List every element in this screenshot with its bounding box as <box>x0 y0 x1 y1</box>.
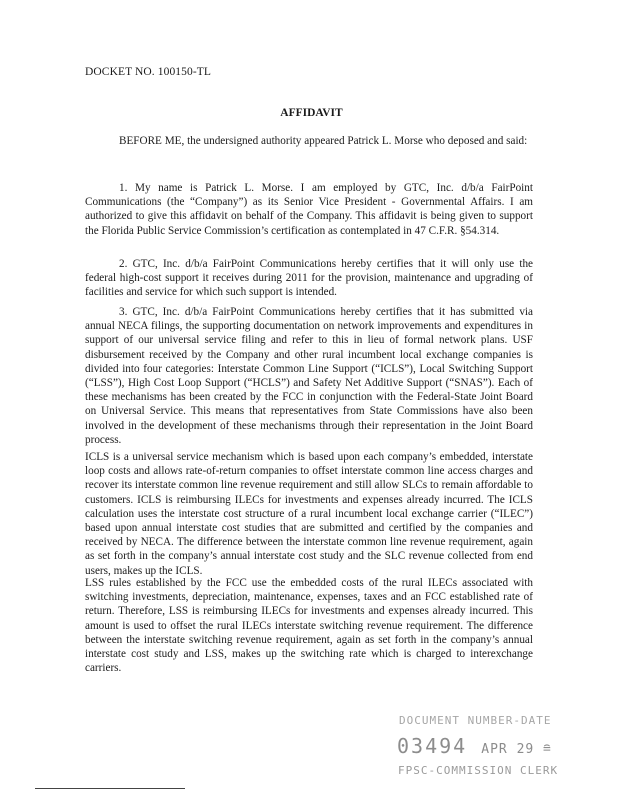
intro-paragraph: BEFORE ME, the undersigned authority appeared Patrick L. Morse who deposed and said: <box>119 135 528 147</box>
stamp-document-number-label: DOCUMENT NUMBER-DATE <box>399 714 552 727</box>
paragraph-lss: LSS rules established by the FCC use the embedded costs of the rural ILECs associated with switching investments, depreciation, maintenance, expenses, taxes and an FCC established rate of return. Therefore, LSS is reimbursing ILECs for investments and expenses already incurred. This amount is used to offset the rural ILECs interstate switching revenue requirement. The difference between the interstate switching revenue requirement, again as set forth in the company’s annual interstate cost study and LSS, makes up the switching rate which is charged to interexchange carriers. <box>85 577 533 675</box>
document-title: AFFIDAVIT <box>280 107 343 119</box>
footer-rule <box>35 788 185 789</box>
stamp-date: APR 29 ≘ <box>481 742 552 757</box>
stamp-commission-clerk: FPSC-COMMISSION CLERK <box>398 764 559 777</box>
paragraph-3: 3. GTC, Inc. d/b/a FairPoint Communications hereby certifies that it has submitted via annual NECA filings, the supporting documentation on network improvements and expenditures in support of our universal service filing and refer to this in lieu of formal network plans. USF disbursement received by the Company and other rural incumbent local exchange companies is divided into four categories: Interstate Common Line Support (“ICLS”), Local Switching Support (“LSS”), High Cost Loop Support (“HCLS”) and Safety Net Additive Support (“SNAS”). Each of these mechanisms has been created by the FCC in conjunction with the Federal-State Joint Board on Universal Service. This means that representatives from State Commissions have also been involved in the development of these mechanisms through their representation in the Joint Board process. <box>85 306 533 446</box>
stamp-document-number <box>397 734 552 758</box>
docket-number: DOCKET NO. 100150-TL <box>85 66 212 78</box>
stamp-number: 03494 <box>397 734 468 758</box>
paragraph-2: 2. GTC, Inc. d/b/a FairPoint Communications hereby certifies that it will only use the federal high-cost support it receives during 2011 for the provision, maintenance and upgrading of facilities and service for which such support is intended. <box>85 258 533 299</box>
paragraph-1: 1. My name is Patrick L. Morse. I am employed by GTC, Inc. d/b/a FairPoint Communications (the “Company”) as its Senior Vice President - Governmental Affairs. I am authorized to give this affidavit on behalf of the Company. This affidavit is being given to support the Florida Public Service Commission’s certification as contemplated in 47 C.F.R. §54.314. <box>85 182 533 237</box>
paragraph-icls: ICLS is a universal service mechanism which is based upon each company’s embedded, interstate loop costs and allows rate-of-return companies to offset interstate common line access charges and recover its interstate common line revenue requirement and still allow SLCs to remain affordable to customers. ICLS is reimbursing ILECs for investments and expenses already incurred. The ICLS calculation uses the interstate cost structure of a rural incumbent local exchange carrier (“ILEC”) based upon annual interstate cost studies that are submitted and certified by the companies and received by NECA. The difference between the interstate common line revenue requirement, again as set forth in the company’s annual interstate cost study and the SLC revenue collected from end users, makes up the ICLS. <box>85 451 533 577</box>
